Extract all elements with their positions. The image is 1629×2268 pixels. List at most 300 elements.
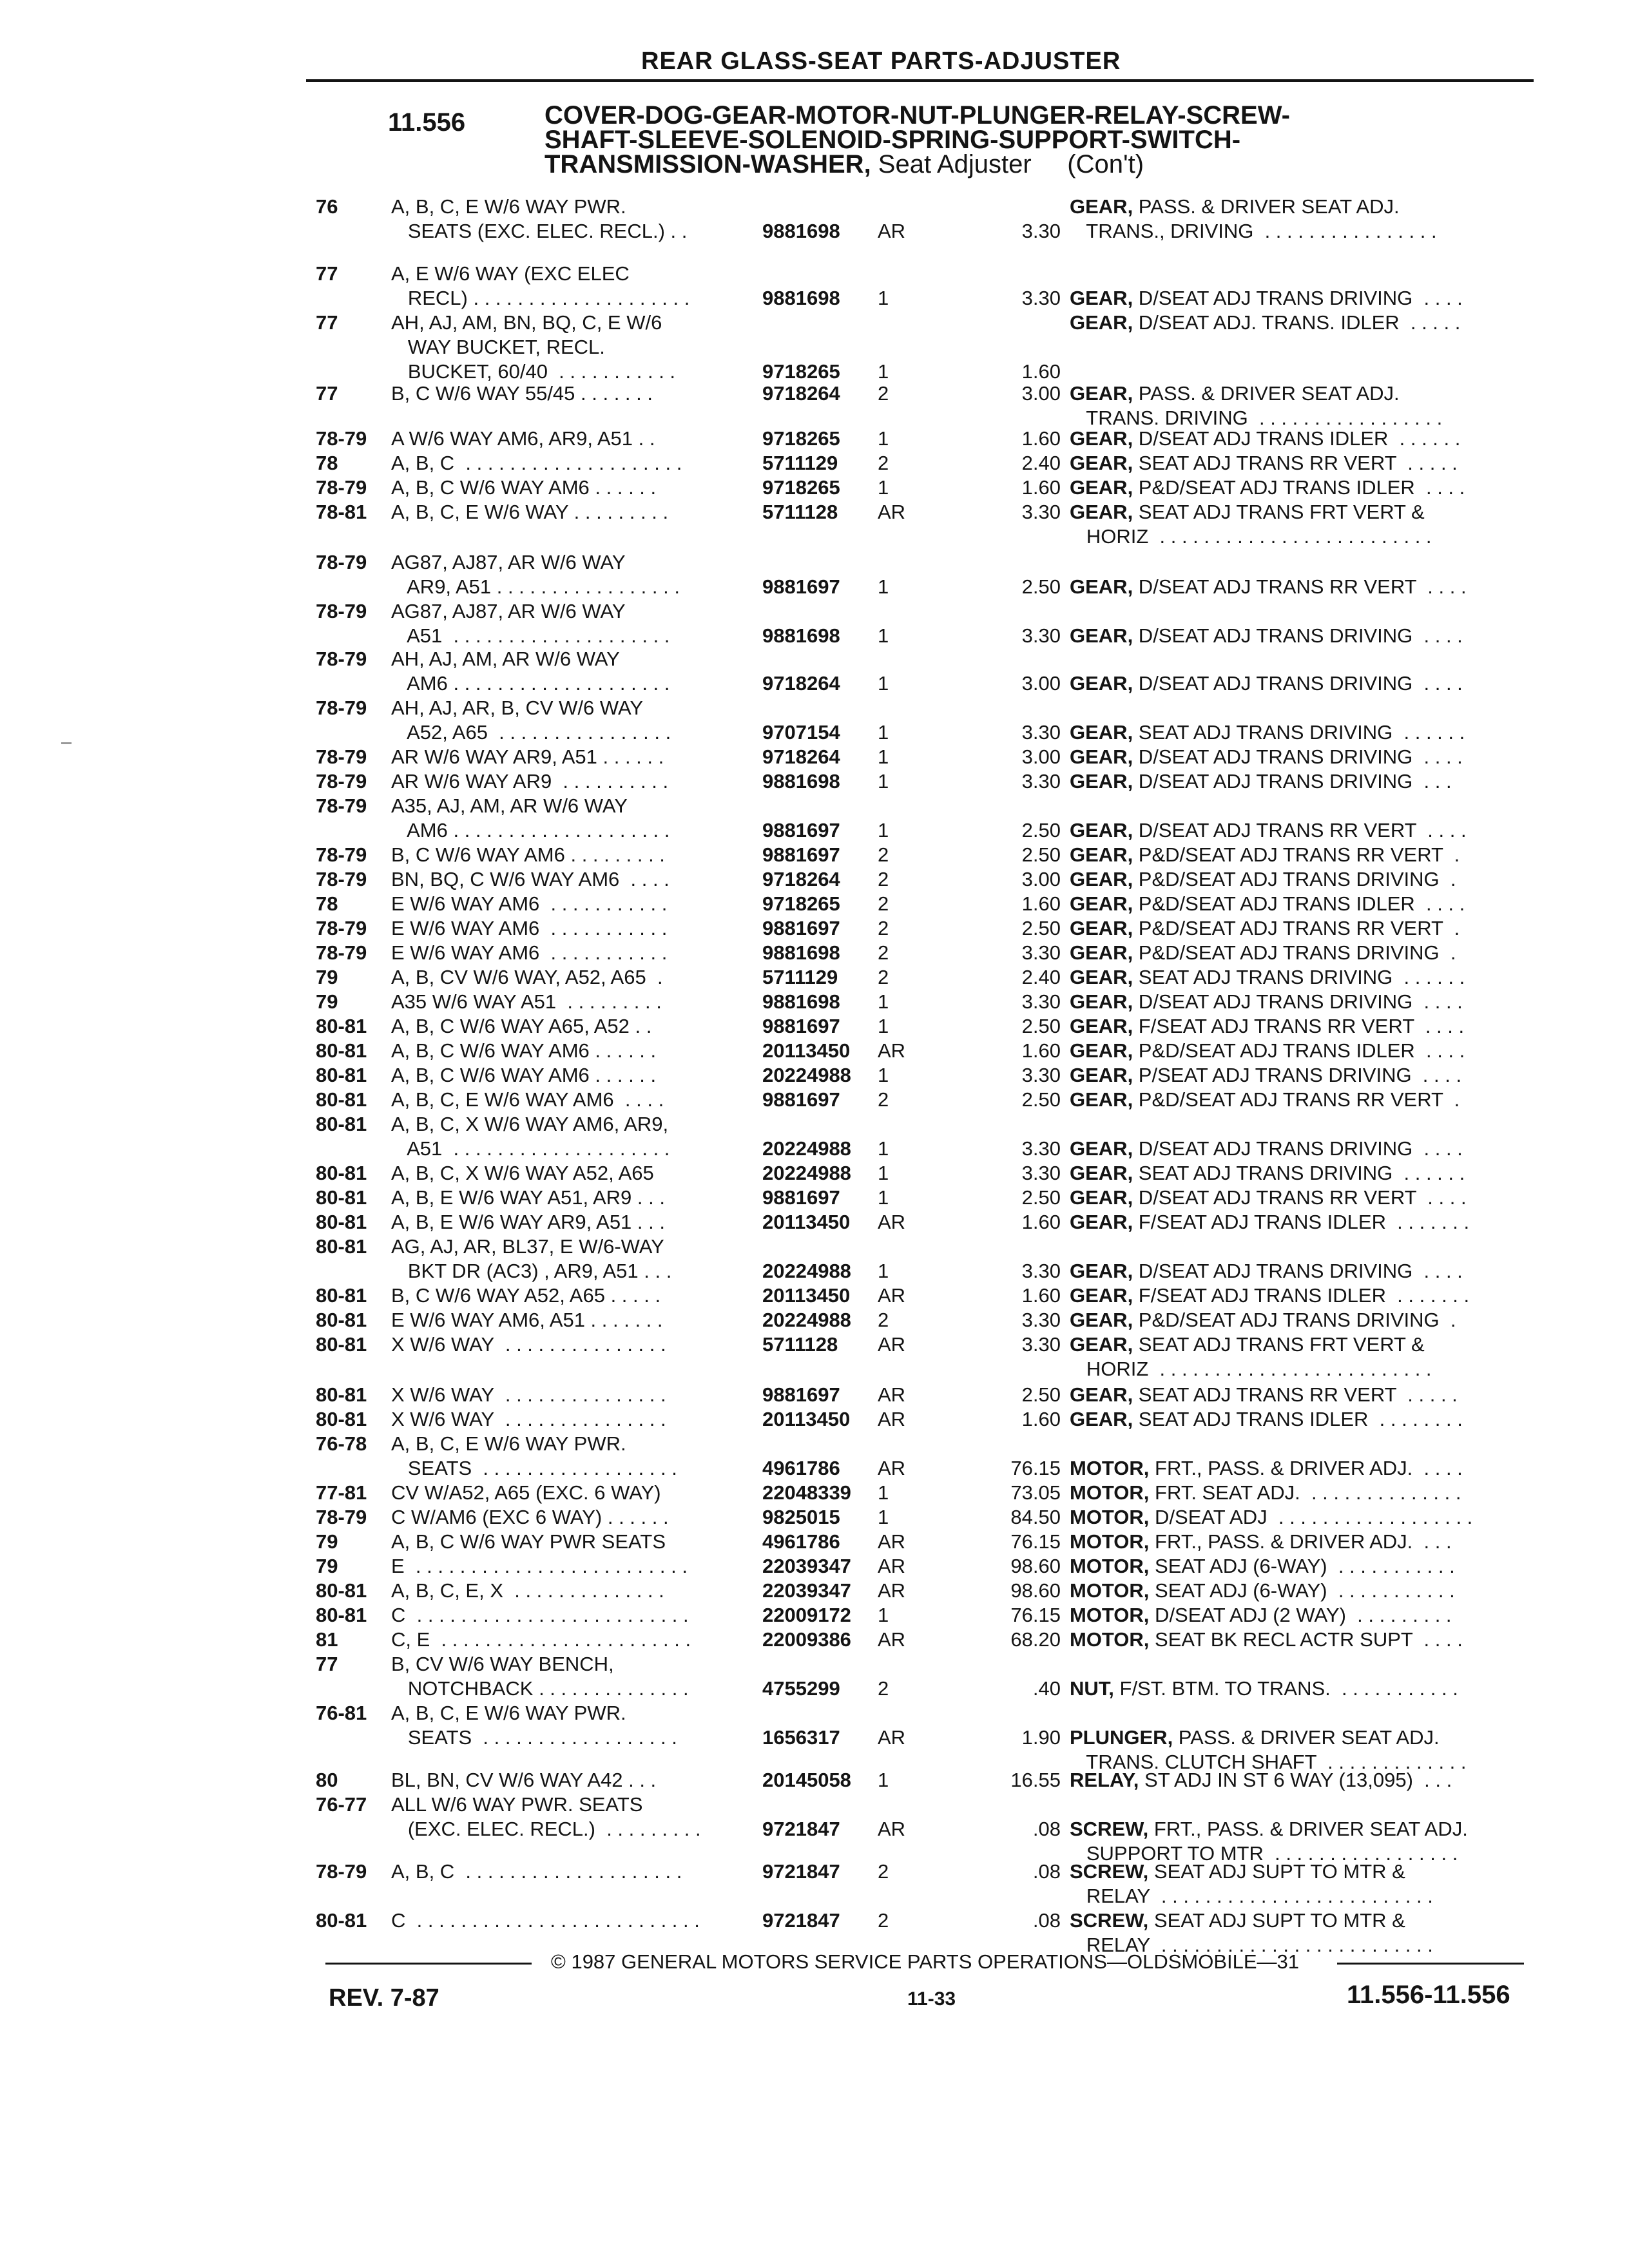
part-name: GEAR, (1070, 1162, 1133, 1184)
application-line: AR W/6 WAY AR9 . . . . . . . . . . (391, 770, 669, 793)
description-text: D/SEAT ADJ TRANS DRIVING . . . . (1133, 990, 1463, 1013)
description (1070, 1481, 1461, 1505)
part-name: MOTOR, (1070, 1481, 1150, 1504)
description-text: FRT., PASS. & DRIVER SEAT ADJ. (1148, 1818, 1468, 1840)
price: 1.60 (1021, 1211, 1061, 1233)
application-line: A, B, C W/6 WAY AM6 . . . . . . (391, 1039, 657, 1062)
application (391, 794, 670, 843)
price: .08 (1032, 1818, 1061, 1840)
price: 3.00 (1021, 382, 1061, 405)
part-name: GEAR, (1070, 1383, 1133, 1406)
description (1070, 381, 1442, 430)
model-year: 76-77 (316, 1793, 367, 1816)
description-text: SEAT BK RECL ACTR SUPT . . . . (1149, 1628, 1463, 1651)
description-line (1070, 1383, 1458, 1407)
price: 16.55 (1010, 1769, 1061, 1791)
part-name: GEAR, (1070, 770, 1133, 793)
application (391, 1530, 666, 1554)
description-text: SEAT ADJ TRANS DRIVING . . . . . . (1133, 966, 1465, 988)
model-year: 78-79 (316, 1860, 367, 1883)
description-line (1070, 1063, 1461, 1088)
application-line: AM6 . . . . . . . . . . . . . . . . . . . . (391, 672, 670, 695)
description (1070, 311, 1460, 335)
application-line: E W/6 WAY AM6 . . . . . . . . . . . (391, 941, 668, 964)
model-year: 80-81 (316, 1235, 367, 1258)
description-text: D/SEAT ADJ . . . . . . . . . . . . . . . . . . (1149, 1506, 1473, 1528)
description (1070, 286, 1463, 311)
application-line: A, B, C, X W/6 WAY A52, A65 (391, 1162, 654, 1184)
description-text: D/SEAT ADJ TRANS RR VERT . . . . (1133, 819, 1467, 841)
description-line (1070, 1579, 1455, 1603)
application-line: A, B, C W/6 WAY AM6 . . . . . . (391, 476, 657, 499)
part-number: 20224988 (762, 1309, 851, 1331)
quantity: 1 (878, 745, 889, 768)
quantity: AR (878, 1333, 906, 1356)
part-name: PLUNGER, (1070, 1726, 1173, 1749)
model-year: 77 (316, 311, 338, 334)
application (391, 476, 656, 500)
description (1070, 1456, 1463, 1481)
application (391, 1063, 656, 1088)
quantity: 1 (878, 1137, 889, 1160)
description-line (1070, 575, 1467, 599)
part-number: 9718265 (762, 427, 840, 450)
application (391, 500, 668, 524)
application (391, 427, 655, 451)
application-line: AG87, AJ87, AR W/6 WAY (391, 551, 626, 573)
quantity: AR (878, 1383, 906, 1406)
part-number: 5711129 (762, 452, 838, 474)
quantity: AR (878, 1530, 906, 1553)
part-name: RELAY, (1070, 1769, 1139, 1791)
part-name: GEAR, (1070, 452, 1133, 474)
quantity: AR (878, 1039, 906, 1062)
section-title-line-3-bold: TRANSMISSION-WASHER, (545, 150, 871, 178)
description-line (1070, 843, 1460, 867)
application (391, 1481, 661, 1505)
model-year: 80-81 (316, 1408, 367, 1430)
application (391, 769, 668, 794)
part-number: 9707154 (762, 721, 840, 744)
model-year: 78-79 (316, 745, 367, 768)
application (391, 195, 687, 244)
part-row (0, 381, 1629, 430)
application-line: A35, AJ, AM, AR W/6 WAY (391, 794, 628, 817)
model-year: 78-79 (316, 648, 367, 670)
price: 1.60 (1021, 427, 1061, 450)
description-text: P&D/SEAT ADJ TRANS RR VERT . (1133, 1088, 1460, 1111)
description-text: TRANS., DRIVING . . . . . . . . . . . . . . . . (1070, 220, 1437, 242)
application-line: SEATS (EXC. ELEC. RECL.) . . (391, 220, 688, 242)
part-row (0, 1792, 1629, 1865)
price: 3.30 (1021, 941, 1061, 964)
part-number: 9881698 (762, 287, 840, 309)
description-text: F/SEAT ADJ TRANS RR VERT . . . . (1133, 1015, 1465, 1037)
model-year: 78-79 (316, 600, 367, 622)
price: 3.30 (1021, 220, 1061, 242)
section-title-line-1: COVER-DOG-GEAR-MOTOR-NUT-PLUNGER-RELAY-SCREW- (545, 101, 1290, 130)
part-name: SCREW, (1070, 1909, 1149, 1932)
application-line: BL, BN, CV W/6 WAY A42 . . . (391, 1769, 657, 1791)
description-text: D/SEAT ADJ. TRANS. IDLER . . . . . (1133, 311, 1461, 334)
model-year: 78-79 (316, 770, 367, 793)
part-row (0, 1112, 1629, 1161)
application (391, 647, 670, 696)
description-line (1070, 1554, 1455, 1579)
description (1070, 1725, 1467, 1774)
price: 2.50 (1021, 917, 1061, 939)
quantity: 1 (878, 1604, 889, 1626)
part-name: GEAR, (1070, 501, 1133, 523)
quantity: 2 (878, 1909, 889, 1932)
price: 2.40 (1021, 966, 1061, 988)
quantity: 2 (878, 382, 889, 405)
description-text: SEAT ADJ TRANS FRT VERT & (1133, 501, 1425, 523)
section-title-line-2: SHAFT-SLEEVE-SOLENOID-SPRING-SUPPORT-SWITCH- (545, 126, 1241, 154)
price: 1.90 (1021, 1726, 1061, 1749)
description (1070, 1283, 1469, 1308)
part-number: 20224988 (762, 1064, 851, 1086)
model-year: 78 (316, 892, 338, 915)
description-line (1070, 476, 1465, 500)
model-year: 76-78 (316, 1432, 367, 1455)
model-year: 79 (316, 966, 338, 988)
description-line (1070, 1603, 1452, 1628)
description-text: PASS. & DRIVER SEAT ADJ. (1133, 195, 1400, 218)
description-text: P&D/SEAT ADJ TRANS DRIVING . (1133, 941, 1456, 964)
quantity: AR (878, 220, 906, 242)
application-line: BN, BQ, C W/6 WAY AM6 . . . . (391, 868, 670, 890)
application-line: A, B, E W/6 WAY A51, AR9 . . . (391, 1186, 665, 1209)
model-year: 77 (316, 382, 338, 405)
quantity: 2 (878, 1860, 889, 1883)
price: 2.50 (1021, 1015, 1061, 1037)
description (1070, 818, 1467, 843)
application-line: BKT DR (AC3) , AR9, A51 . . . (391, 1260, 672, 1282)
description-line (1070, 1677, 1458, 1701)
price: 3.30 (1021, 1333, 1061, 1356)
application (391, 1407, 666, 1432)
part-number: 20113450 (762, 1211, 851, 1233)
model-year: 80-81 (316, 1162, 367, 1184)
application-line: SEATS . . . . . . . . . . . . . . . . . . (391, 1457, 677, 1479)
application (391, 1860, 682, 1884)
description-line (1070, 427, 1460, 451)
description-text: SEAT ADJ SUPT TO MTR & (1148, 1860, 1405, 1883)
price: 3.00 (1021, 745, 1061, 768)
description (1070, 575, 1467, 599)
description (1070, 1259, 1463, 1283)
description-text: P&D/SEAT ADJ TRANS RR VERT . (1133, 843, 1460, 866)
application-line: A, B, C, E W/6 WAY . . . . . . . . . (391, 501, 669, 523)
description-line (1070, 1908, 1433, 1933)
application (391, 1505, 669, 1530)
description-line (1070, 1884, 1433, 1908)
application-line: A, B, C, E W/6 WAY PWR. (391, 1432, 626, 1455)
description-text: HORIZ . . . . . . . . . . . . . . . . . . . . . . . . . (1070, 1358, 1432, 1380)
quantity: 1 (878, 575, 889, 598)
description-text: D/SEAT ADJ TRANS DRIVING . . . . (1133, 745, 1463, 768)
part-number: 4961786 (762, 1530, 840, 1553)
application (391, 262, 689, 311)
description-text: F/SEAT ADJ TRANS IDLER . . . . . . . (1133, 1284, 1470, 1307)
description-text: P&D/SEAT ADJ TRANS IDLER . . . . (1133, 1039, 1465, 1062)
price: 2.50 (1021, 1088, 1061, 1111)
description-line (1070, 1259, 1463, 1283)
quantity: 1 (878, 1015, 889, 1037)
description (1070, 941, 1456, 965)
description (1070, 892, 1465, 916)
part-number: 9718265 (762, 476, 840, 499)
description (1070, 965, 1465, 990)
model-year: 81 (316, 1628, 338, 1651)
part-number: 9718264 (762, 868, 840, 890)
description-text: PASS. & DRIVER SEAT ADJ. (1173, 1726, 1440, 1749)
description-text: TRANS. CLUTCH SHAFT . . . . . . . . . . . . . (1070, 1751, 1467, 1773)
description-line (1070, 1332, 1432, 1357)
application (391, 1652, 689, 1701)
application (391, 1579, 664, 1603)
footer-rule-right (1337, 1963, 1524, 1965)
part-name: GEAR, (1070, 1284, 1133, 1307)
description (1070, 1579, 1455, 1603)
model-year: 77 (316, 1653, 338, 1675)
quantity: AR (878, 1818, 906, 1840)
description (1070, 451, 1458, 476)
application-line: A35 W/6 WAY A51 . . . . . . . . . (391, 990, 662, 1013)
application (391, 1768, 656, 1792)
application (391, 941, 667, 965)
section-title-line-3 (545, 152, 1290, 177)
application (391, 1332, 666, 1357)
quantity: 1 (878, 990, 889, 1013)
part-row (0, 794, 1629, 843)
part-number: 20224988 (762, 1260, 851, 1282)
application (391, 892, 667, 916)
application-line: AR W/6 WAY AR9, A51 . . . . . . (391, 745, 664, 768)
description-text: SEAT ADJ TRANS DRIVING . . . . . . (1133, 1162, 1465, 1184)
description (1070, 1505, 1472, 1530)
model-year: 78-79 (316, 551, 367, 573)
part-name: GEAR, (1070, 1039, 1133, 1062)
description-line (1070, 1039, 1465, 1063)
model-year: 80 (316, 1769, 338, 1791)
description-text: P&D/SEAT ADJ TRANS RR VERT . (1133, 917, 1460, 939)
footer-rule-left (325, 1963, 532, 1965)
quantity: 1 (878, 287, 889, 309)
description-line (1070, 1456, 1463, 1481)
part-row (0, 311, 1629, 383)
price: 3.30 (1021, 1162, 1061, 1184)
description-line (1070, 219, 1437, 244)
part-name: MOTOR, (1070, 1604, 1150, 1626)
part-number: 5711129 (762, 966, 838, 988)
part-name: GEAR, (1070, 1137, 1133, 1160)
quantity: 2 (878, 1677, 889, 1700)
description (1070, 195, 1437, 244)
description-text: D/SEAT ADJ TRANS IDLER . . . . . . (1133, 427, 1461, 450)
quantity: AR (878, 501, 906, 523)
model-year: 80-81 (316, 1604, 367, 1626)
application-line: RECL) . . . . . . . . . . . . . . . . . . . . (391, 287, 690, 309)
model-year: 78-79 (316, 843, 367, 866)
price: 3.30 (1021, 1137, 1061, 1160)
quantity: AR (878, 1408, 906, 1430)
model-year: 80-81 (316, 1579, 367, 1602)
part-number: 20145058 (762, 1769, 851, 1791)
description-text: ST ADJ IN ST 6 WAY (13,095) . . . (1139, 1769, 1452, 1791)
price: 84.50 (1010, 1506, 1061, 1528)
application-line: A, E W/6 WAY (EXC ELEC (391, 262, 630, 285)
description-text: RELAY . . . . . . . . . . . . . . . . . . . . . . . . . (1070, 1934, 1433, 1956)
section-title (545, 103, 1290, 177)
description-line (1070, 451, 1458, 476)
description-text: FRT., PASS. & DRIVER ADJ. . . . . (1149, 1457, 1463, 1479)
part-name: GEAR, (1070, 1088, 1133, 1111)
description-line (1070, 769, 1452, 794)
description-line (1070, 195, 1437, 219)
description (1070, 1628, 1463, 1652)
application-line: E W/6 WAY AM6 . . . . . . . . . . . (391, 892, 668, 915)
description (1070, 1603, 1452, 1628)
part-number: 9881697 (762, 1088, 840, 1111)
part-name: GEAR, (1070, 1309, 1133, 1331)
application (391, 1383, 666, 1407)
description-text: P&D/SEAT ADJ TRANS IDLER . . . . (1133, 476, 1465, 499)
part-name: GEAR, (1070, 917, 1133, 939)
quantity: AR (878, 1579, 906, 1602)
description-line (1070, 1308, 1456, 1332)
quantity: 2 (878, 941, 889, 964)
application (391, 745, 664, 769)
model-year: 79 (316, 1555, 338, 1577)
description-text: SUPPORT TO MTR . . . . . . . . . . . . . . . . . (1070, 1842, 1458, 1865)
description (1070, 1332, 1432, 1381)
description-text: D/SEAT ADJ TRANS DRIVING . . . . (1133, 672, 1463, 695)
application-line: BUCKET, 60/40 . . . . . . . . . . . (391, 360, 676, 383)
application (391, 1628, 691, 1652)
description-text: PASS. & DRIVER SEAT ADJ. (1133, 382, 1400, 405)
application-line: C . . . . . . . . . . . . . . . . . . . . . . . . . (391, 1604, 689, 1626)
footer-section-range: 11.556-11.556 (1347, 1981, 1510, 2009)
description (1070, 867, 1456, 892)
description-text: D/SEAT ADJ TRANS RR VERT . . . . (1133, 575, 1467, 598)
application-line: C . . . . . . . . . . . . . . . . . . . . . . . . . . (391, 1909, 700, 1932)
part-name: GEAR, (1070, 868, 1133, 890)
part-name: GEAR, (1070, 287, 1133, 309)
part-number: 20224988 (762, 1162, 851, 1184)
part-number: 22039347 (762, 1579, 851, 1602)
part-number: 9825015 (762, 1506, 840, 1528)
part-number: 20224988 (762, 1137, 851, 1160)
description (1070, 671, 1463, 696)
model-year: 76-81 (316, 1702, 367, 1724)
application (391, 1088, 664, 1112)
part-row (0, 500, 1629, 549)
application (391, 1039, 656, 1063)
footer-copyright: © 1987 GENERAL MOTORS SERVICE PARTS OPERATIONS—OLDSMOBILE—31 (551, 1950, 1300, 1973)
part-name: SCREW, (1070, 1860, 1149, 1883)
description-line (1070, 941, 1456, 965)
application-line: X W/6 WAY . . . . . . . . . . . . . . . (391, 1333, 666, 1356)
model-year: 78-79 (316, 697, 367, 719)
price: 98.60 (1010, 1555, 1061, 1577)
description (1070, 843, 1460, 867)
application-line: E W/6 WAY AM6 . . . . . . . . . . . (391, 917, 668, 939)
part-number: 9881697 (762, 575, 840, 598)
description-text: SEAT ADJ TRANS IDLER . . . . . . . . (1133, 1408, 1463, 1430)
price: 1.60 (1021, 1284, 1061, 1307)
section-number: 11.556 (388, 108, 466, 137)
part-name: GEAR, (1070, 1260, 1133, 1282)
price: 2.50 (1021, 843, 1061, 866)
part-number: 9881697 (762, 843, 840, 866)
part-number: 9718264 (762, 745, 840, 768)
part-number: 22009172 (762, 1604, 851, 1626)
application (391, 311, 675, 384)
description-text: D/SEAT ADJ TRANS DRIVING . . . . (1133, 1260, 1463, 1282)
description (1070, 476, 1465, 500)
description (1070, 769, 1452, 794)
quantity: AR (878, 1457, 906, 1479)
part-row (0, 1860, 1629, 1908)
application (391, 1908, 700, 1933)
part-name: GEAR, (1070, 476, 1133, 499)
description-text: SEAT ADJ TRANS RR VERT . . . . . (1133, 1383, 1458, 1406)
description-line (1070, 965, 1465, 990)
part-row (0, 1332, 1629, 1381)
description (1070, 1137, 1463, 1161)
application-line: A, B, C W/6 WAY PWR SEATS (391, 1530, 666, 1553)
part-name: MOTOR, (1070, 1457, 1150, 1479)
part-number: 9718265 (762, 892, 840, 915)
description-text: SEAT ADJ TRANS RR VERT . . . . . (1133, 452, 1458, 474)
price: 3.30 (1021, 721, 1061, 744)
description (1070, 1768, 1452, 1792)
quantity: 2 (878, 966, 889, 988)
part-row (0, 599, 1629, 648)
margin-mark (61, 742, 72, 744)
price: 76.15 (1010, 1457, 1061, 1479)
application-line: A51 . . . . . . . . . . . . . . . . . . . . (391, 624, 670, 647)
application-line: A, B, C, X W/6 WAY AM6, AR9, (391, 1113, 669, 1135)
application-line: C W/AM6 (EXC 6 WAY) . . . . . . (391, 1506, 669, 1528)
part-name: GEAR, (1070, 672, 1133, 695)
model-year: 78-81 (316, 501, 367, 523)
price: .08 (1032, 1860, 1061, 1883)
part-name: GEAR, (1070, 721, 1133, 744)
part-name: MOTOR, (1070, 1628, 1150, 1651)
part-name: GEAR, (1070, 966, 1133, 988)
part-number: 1656317 (762, 1726, 840, 1749)
application-line: C, E . . . . . . . . . . . . . . . . . . . . . . . (391, 1628, 691, 1651)
application-line: WAY BUCKET, RECL. (391, 336, 605, 358)
model-year: 78-79 (316, 794, 367, 817)
part-name: MOTOR, (1070, 1506, 1150, 1528)
description-line (1070, 990, 1463, 1014)
part-name: GEAR, (1070, 941, 1133, 964)
application-line: A51 . . . . . . . . . . . . . . . . . . . . (391, 1137, 670, 1160)
price: 98.60 (1010, 1579, 1061, 1602)
application-line: A, B, C . . . . . . . . . . . . . . . . . . . . (391, 452, 682, 474)
price: 3.30 (1021, 624, 1061, 647)
application (391, 1308, 663, 1332)
part-number: 9881697 (762, 917, 840, 939)
model-year: 78-79 (316, 1506, 367, 1528)
application-line: A, B, CV W/6 WAY, A52, A65 . (391, 966, 663, 988)
application-line: A, B, E W/6 WAY AR9, A51 . . . (391, 1211, 665, 1233)
price: 3.30 (1021, 770, 1061, 793)
